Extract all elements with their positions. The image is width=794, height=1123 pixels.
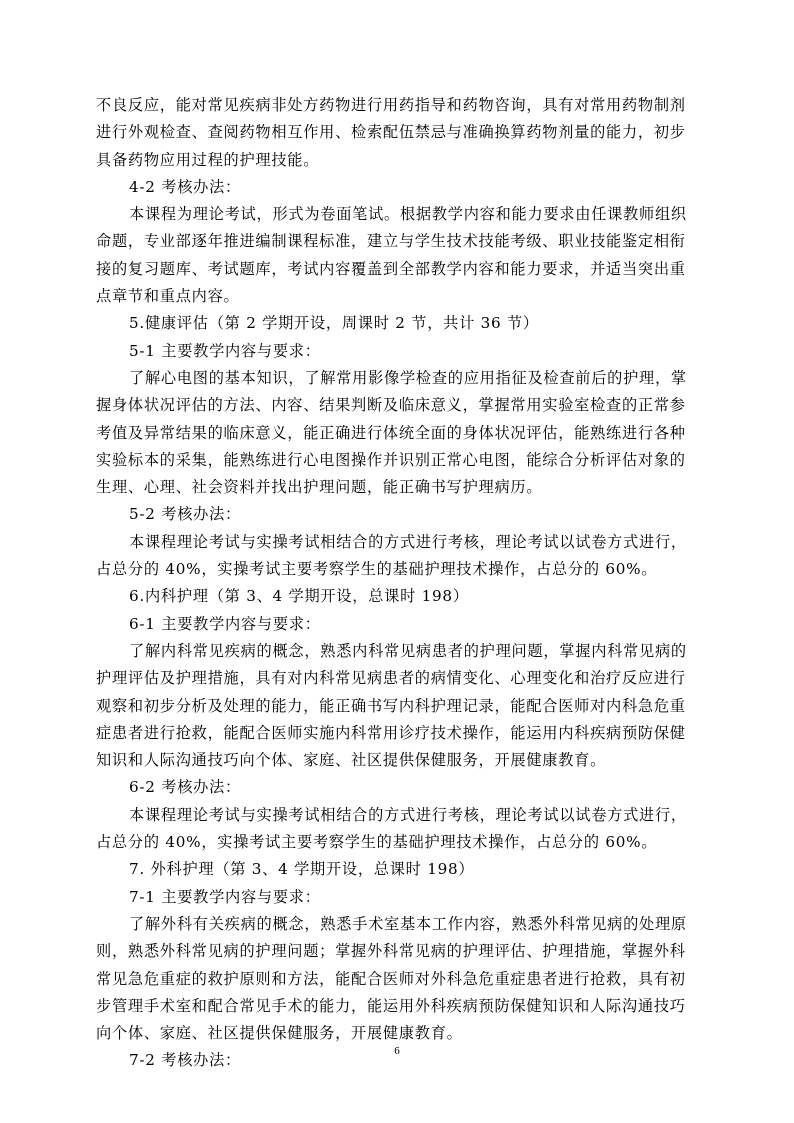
section-heading: 6.内科护理（第 3、4 学期开设，总课时 198）	[129, 587, 469, 606]
text-line: 命题，专业部逐年推进编制课程标准，建立与学生技术技能考级、职业技能鉴定相衔	[96, 232, 686, 251]
section-heading: 4-2 考核办法：	[129, 177, 241, 196]
text-line: 占总分的 40%，实操考试主要考察学生的基础护理技术操作，占总分的 60%。	[96, 833, 658, 852]
text-line: 接的复习题库、考试题库，考试内容覆盖到全部教学内容和能力要求，并适当突出重	[96, 259, 686, 278]
text-line: 常见急危重症的救护原则和方法，能配合医师对外科急危重症患者进行抢救，具有初	[96, 969, 686, 988]
text-line: 考值及异常结果的临床意义，能正确进行体统全面的身体状况评估，能熟练进行各种	[96, 423, 686, 442]
section-heading: 6-2 考核办法：	[129, 778, 241, 797]
text-line: 不良反应，能对常见疾病非处方药物进行用药指导和药物咨询，具有对常用药物制剂	[96, 96, 686, 114]
text-line: 了解内科常见疾病的概念，熟悉内科常见病患者的护理问题，掌握内科常见病的	[129, 641, 687, 660]
text-line: 了解外科有关疾病的概念，熟悉手术室基本工作内容，熟悉外科常见病的处理原	[129, 914, 687, 933]
text-line: 具备药物应用过程的护理技能。	[96, 150, 320, 169]
text-line: 步管理手术室和配合常见手术的能力，能运用外科疾病预防保健知识和人际沟通技巧	[96, 996, 686, 1015]
section-heading: 6-1 主要教学内容与要求：	[129, 614, 321, 633]
section-heading: 7-2 考核办法：	[129, 1051, 241, 1070]
text-line: 占总分的 40%，实操考试主要考察学生的基础护理技术操作，占总分的 60%。	[96, 560, 658, 579]
text-line: 症患者进行抢救，能配合医师实施内科常用诊疗技术操作，能运用内科疾病预防保健	[96, 723, 686, 742]
section-heading: 5.健康评估（第 2 学期开设，周课时 2 节，共计 36 节）	[129, 314, 539, 333]
page-number: 6	[394, 1045, 400, 1057]
text-line: 向个体、家庭、社区提供保健服务，开展健康教育。	[96, 1024, 463, 1043]
text-line: 实验标本的采集，能熟练进行心电图操作并识别正常心电图，能综合分析评估对象的	[96, 450, 686, 469]
text-line: 本课程理论考试与实操考试相结合的方式进行考核，理论考试以试卷方式进行，	[129, 532, 687, 551]
section-heading: 5-1 主要教学内容与要求：	[129, 341, 321, 360]
section-heading: 5-2 考核办法：	[129, 505, 241, 524]
text-line: 观察和初步分析及处理的能力，能正确书写内科护理记录，能配合医师对内科急危重	[96, 696, 686, 715]
section-heading: 7. 外科护理（第 3、4 学期开设，总课时 198）	[129, 860, 475, 879]
document-body	[96, 92, 700, 1075]
section-heading: 7-1 主要教学内容与要求：	[129, 887, 321, 906]
text-line: 点章节和重点内容。	[96, 287, 240, 306]
text-line: 本课程为理论考试，形式为卷面笔试。根据教学内容和能力要求由任课教师组织	[129, 205, 687, 224]
text-line: 了解心电图的基本知识，了解常用影像学检查的应用指征及检查前后的护理，掌	[129, 368, 687, 387]
text-line: 知识和人际沟通技巧向个体、家庭、社区提供保健服务，开展健康教育。	[96, 751, 606, 770]
text-line: 护理评估及护理措施，具有对内科常见病患者的病情变化、心理变化和治疗反应进行	[96, 669, 686, 688]
text-line: 生理、心理、社会资料并找出护理问题，能正确书写护理病历。	[96, 478, 543, 497]
text-line: 握身体状况评估的方法、内容、结果判断及临床意义，掌握常用实验室检查的正常参	[96, 396, 686, 415]
text-line: 本课程理论考试与实操考试相结合的方式进行考核，理论考试以试卷方式进行，	[129, 805, 687, 824]
text-line: 则，熟悉外科常见病的护理问题；掌握外科常见病的护理评估、护理措施，掌握外科	[96, 942, 686, 961]
text-line: 进行外观检查、查阅药物相互作用、检索配伍禁忌与准确换算药物剂量的能力，初步	[96, 123, 686, 142]
